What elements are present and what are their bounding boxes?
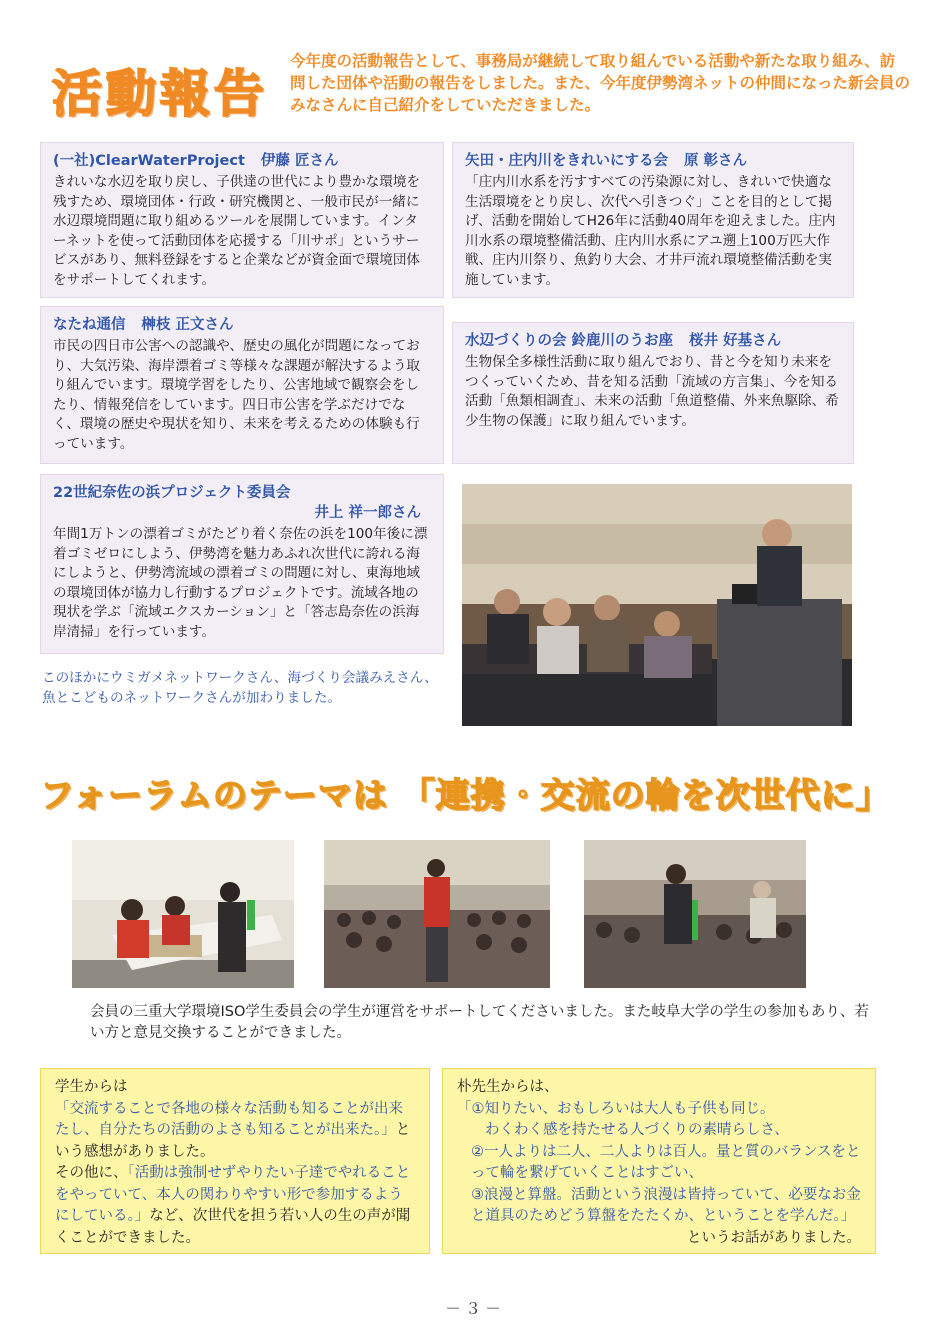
member-org: 矢田・庄内川をきれいにする会 xyxy=(465,153,668,169)
forum-photo-discussion xyxy=(584,840,806,988)
forum-photo-discussion-image xyxy=(584,840,806,988)
teacher-line-1: 「①知りたい、おもしろいは大人も子供も同じ。 xyxy=(457,1100,775,1117)
member-org: なたね通信 xyxy=(53,317,126,333)
forum-photo-reception xyxy=(72,840,294,988)
member-name: 桜井 好基さん xyxy=(689,333,782,349)
member-card-nasa xyxy=(40,474,444,654)
section-title: 活動報告 xyxy=(52,65,268,123)
students-heading: 学生からは xyxy=(55,1079,128,1095)
member-text: 「庄内川水系を汚すすべての汚染源に対し、きれいで快適な生活環境をとり戻し、次代へ引きつぐ」ことを目的として掲げ、活動を開始してH26年に活動40周年を迎えました。庄内川水系の環境整備活動、庄内川水系にアユ遡上100万匹大作戦、庄内川祭り、魚釣り大会、才井戸流れ環境整備活動を実施しています。 xyxy=(465,174,836,288)
students-comment-box xyxy=(40,1068,430,1254)
forum-caption: 会員の三重大学環境ISO学生委員会の学生が運営をサポートしてくださいました。また岐阜大学の学生の参加もあり、若い方と意見交換することができました。 xyxy=(90,1004,869,1041)
teacher-heading: 朴先生からは、 xyxy=(457,1079,559,1095)
students-text-3: など、次世代を担う若い人の生の声が聞くことができました。 xyxy=(55,1208,411,1246)
teacher-comment-box xyxy=(442,1068,876,1254)
member-name: 井上 祥一郎さん xyxy=(314,505,421,521)
students-text-2: その他に、 xyxy=(55,1165,128,1181)
member-org: 22世紀奈佐の浜プロジェクト委員会 xyxy=(53,485,291,501)
member-text: 生物保全多様性活動に取り組んでおり、昔と今を知り未来をつくっていくため、昔を知る活動「流域の方言集」、今を知る活動「魚類相調査」、未来の活動「魚道整備、外来魚駆除、希少生物の保護」に取り組んでいます。 xyxy=(465,354,839,429)
member-name: 榊枝 正文さん xyxy=(141,317,234,333)
presentation-photo-image xyxy=(462,484,852,726)
member-card-natane xyxy=(40,306,444,464)
forum-title: フォーラムのテーマは 「連携・交流の輪を次世代に」 xyxy=(40,776,891,816)
forum-photo-audience xyxy=(324,840,550,988)
member-name: 原 彰さん xyxy=(684,153,748,169)
member-card-uoza xyxy=(452,322,854,464)
students-quote-2: 「活動は強制せずやりたい子達でやれることをやっていて、本人の関わりやすい形で参加するようにしている。」 xyxy=(55,1165,411,1224)
teacher-line-3: ②一人よりは二人、二人よりは百人。量と質のバランスをとって輪を繋げていくことはすごい、 xyxy=(471,1143,861,1181)
member-header xyxy=(53,151,431,171)
forum-photo-audience-image xyxy=(324,840,550,988)
member-text: 市民の四日市公害への認識や、歴史の風化が問題になっており、大気汚染、海岸漂着ゴミ等様々な課題が解決するよう取り組んでいます。環境学習をしたり、公害地域で観察会をしたり、情報発信をしています。四日市公害を学ぶだけでなく、環境の歴史や現状を知り、未来を考えるための体験も行っています。 xyxy=(53,338,421,452)
member-header xyxy=(465,331,841,351)
member-name: 伊藤 匠さん xyxy=(260,153,339,169)
member-header xyxy=(53,315,431,335)
member-card-clearwater xyxy=(40,142,444,298)
member-org: 水辺づくりの会 鈴鹿川のうお座 xyxy=(465,333,674,349)
teacher-line-5: というお話がありました。 xyxy=(687,1229,861,1246)
teacher-line-2: わくわく感を持たせる人づくりの素晴らしさ、 xyxy=(485,1122,789,1138)
section-lead: 今年度の活動報告として、事務局が継続して取り組んでいる活動や新たな取り組み、訪問した団体や活動の報告をしました。また、今年度伊勢湾ネットの仲間になった新会員のみなさんに自己紹介をしていただきました。 xyxy=(290,52,911,114)
additional-members-note: このほかにウミガメネットワークさん、海づくり会議みえさん、魚とこどものネットワークさんが加わりました。 xyxy=(42,670,438,706)
students-text-1: という感想がありました。 xyxy=(55,1122,411,1160)
forum-photo-reception-image xyxy=(72,840,294,988)
teacher-line-4: ③浪漫と算盤。活動という浪漫は皆持っていて、必要なお金と道具のためどう算盤をたたくか、ということを学んだ。」 xyxy=(471,1186,861,1224)
member-org: (一社)ClearWaterProject xyxy=(53,153,245,169)
presentation-photo xyxy=(462,484,852,726)
member-header xyxy=(465,151,841,171)
member-text: 年間1万トンの漂着ゴミがたどり着く奈佐の浜を100年後に漂着ゴミゼロにしよう、伊勢湾を魅力あふれ次世代に誇れる海にしようと、伊勢湾流域の漂着ゴミの問題に対し、東海地域の環境団体が協力し行動するプロジェクトです。流域各地の現状を学ぶ「流域エクスカーション」と「答志島奈佐の浜海岸清掃」を行っています。 xyxy=(53,526,428,640)
students-quote-1: 「交流することで各地の様々な活動も知ることが出来たし、自分たちの活動のよさも知ることが出来た。」 xyxy=(55,1100,403,1138)
member-card-yada xyxy=(452,142,854,298)
member-text: きれいな水辺を取り戻し、子供達の世代により豊かな環境を残すため、環境団体・行政・研究機関と、一般市民が一緒に水辺環境問題に取り組めるツールを展開しています。インターネットを使って活動団体を応援する「川サポ」というサービスがあり、無料登録をすると企業などが資金面で環境団体をサポートしてくれます。 xyxy=(53,174,421,288)
page-number: －３－ xyxy=(444,1299,505,1318)
